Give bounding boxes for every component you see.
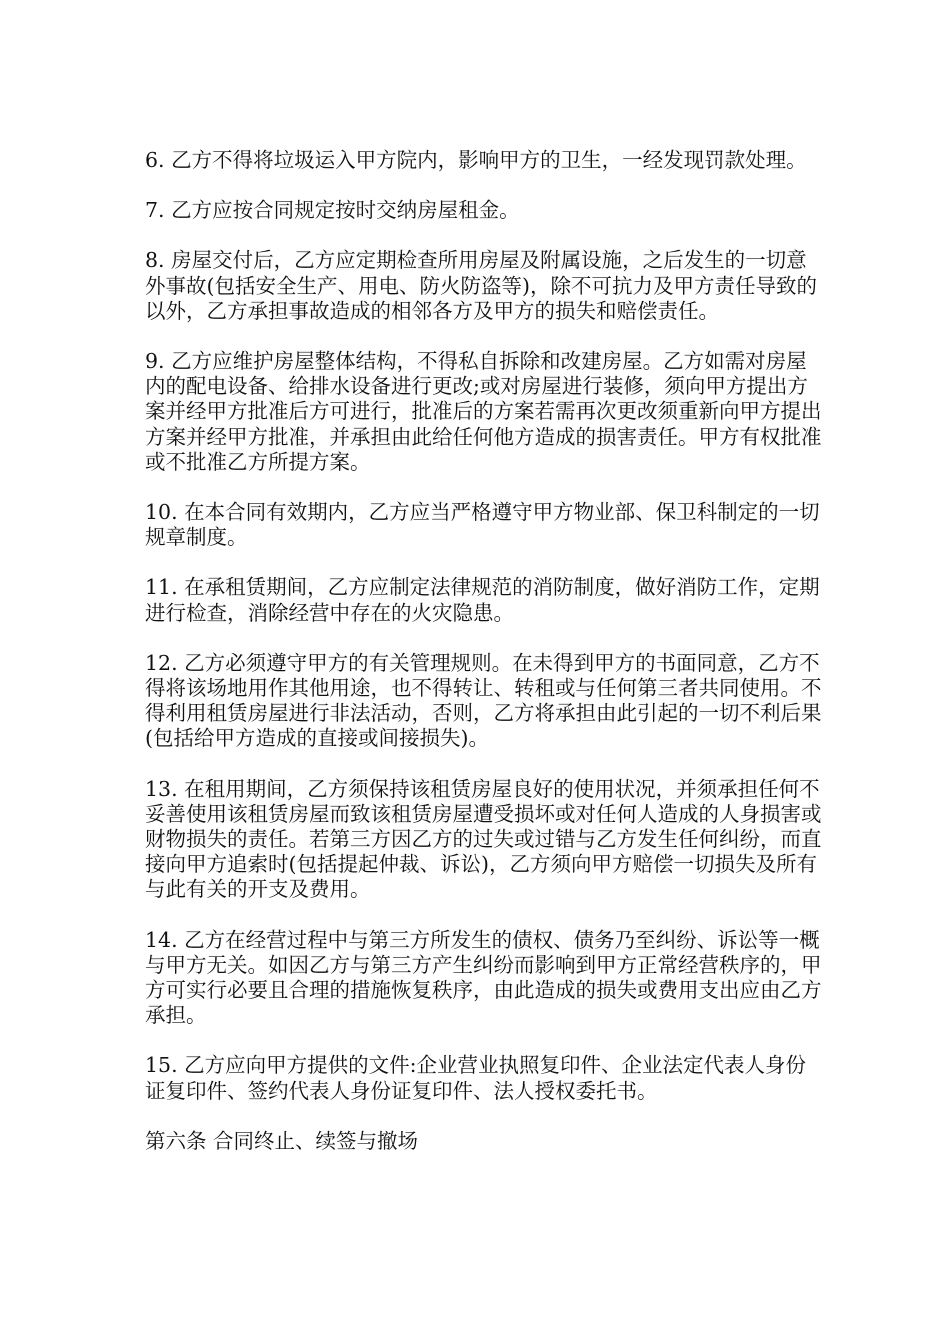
clause-9: 9. 乙方应维护房屋整体结构，不得私自拆除和改建房屋。乙方如需对房屋内的配电设备、给排水设备进行更改;或对房屋进行装修，须向甲方提出方案并经甲方批准后方可进行，批准后的方案若需再次更改须重新向甲方提出方案并经甲方批准，并承担由此给任何他方造成的损害责任。甲方有权批准或不批准乙方所提方案。 (145, 349, 822, 474)
clause-14: 14. 乙方在经营过程中与第三方所发生的债权、债务乃至纠纷、诉讼等一概与甲方无关。如因乙方与第三方产生纠纷而影响到甲方正常经营秩序的，甲方可实行必要且合理的措施恢复秩序，由此造成的损失或费用支出应由乙方承担。 (145, 927, 822, 1028)
clause-15: 15. 乙方应向甲方提供的文件:企业营业执照复印件、企业法定代表人身份证复印件、签约代表人身份证复印件、法人授权委托书。 (145, 1053, 807, 1103)
document-page (145, 148, 823, 1154)
clause-11: 11. 在承租赁期间，乙方应制定法律规范的消防制度，做好消防工作，定期进行检查，消除经营中存在的火灾隐患。 (145, 575, 820, 625)
clause-13: 13. 在租用期间，乙方须保持该租赁房屋良好的使用状况，并须承担任何不妥善使用该租赁房屋而致该租赁房屋遭受损坏或对任何人造成的人身损害或财物损失的责任。若第三方因乙方的过失或过错与乙方发生任何纠纷，而直接向甲方追索时(包括提起仲裁、诉讼)，乙方须向甲方赔偿一切损失及所有与此有关的开支及费用。 (145, 776, 822, 902)
clause-8: 8. 房屋交付后，乙方应定期检查所用房屋及附属设施，之后发生的一切意外事故(包括安全生产、用电、防火防盗等)，除不可抗力及甲方责任导致的以外，乙方承担事故造成的相邻各方及甲方的损失和赔偿责任。 (145, 248, 817, 323)
section-heading: 第六条 合同终止、续签与撤场 (145, 1128, 419, 1153)
clause-12: 12. 乙方必须遵守甲方的有关管理规则。在未得到甲方的书面同意，乙方不得将该场地用作其他用途，也不得转让、转租或与任何第三者共同使用。不得利用租赁房屋进行非法活动，否则，乙方将承担由此引起的一切不利后果(包括给甲方造成的直接或间接损失)。 (145, 650, 822, 751)
clause-7: 7. 乙方应按合同规定按时交纳房屋租金。 (145, 198, 520, 223)
clause-10: 10. 在本合同有效期内，乙方应当严格遵守甲方物业部、保卫科制定的一切规章制度。 (145, 500, 820, 550)
clause-6: 6. 乙方不得将垃圾运入甲方院内，影响甲方的卫生，一经发现罚款处理。 (145, 148, 807, 172)
